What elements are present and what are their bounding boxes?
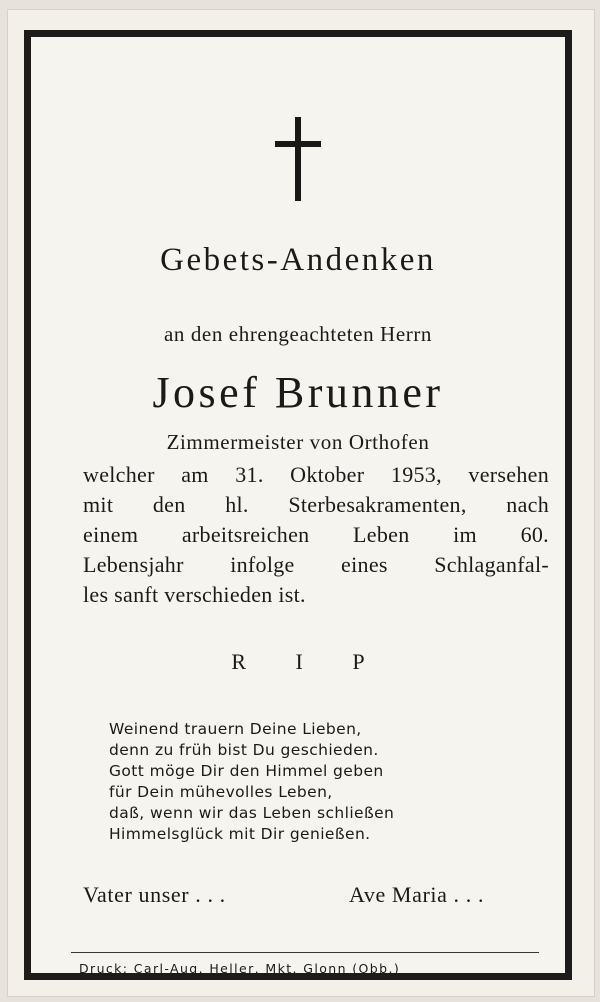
verse-line: Weinend trauern Deine Lieben, (109, 720, 362, 738)
notice-line: mit den hl. Sterbesakramenten, nach (83, 492, 549, 517)
prayer-vater-unser: Vater unser . . . (83, 882, 226, 907)
intro-line: an den ehrengeachteten Herrn (163, 322, 433, 346)
notice-line: les sanft verschieden ist. (83, 582, 306, 607)
prayer-ave-maria: Ave Maria . . . (349, 882, 485, 907)
black-mourning-border (24, 30, 572, 980)
card-title: Gebets-Andenken (160, 242, 436, 278)
verse-line: für Dein mühevolles Leben, (109, 783, 333, 801)
notice-line: welcher am 31. Oktober 1953, versehen (83, 462, 549, 487)
printer-credit: Druck: Carl-Aug. Heller, Mkt. Glonn (Obb.) (79, 961, 401, 976)
cross-icon (275, 117, 321, 201)
death-notice-text (83, 460, 549, 610)
memorial-verse (109, 719, 394, 845)
occupation-line: Zimmermeister von Orthofen (166, 430, 430, 454)
verse-line: Himmelsglück mit Dir genießen. (109, 825, 371, 843)
notice-line: Lebensjahr infolge eines Schlaganfal- (83, 552, 549, 577)
verse-line: daß, wenn wir das Leben schließen (109, 804, 395, 822)
divider (71, 952, 539, 953)
verse-line: Gott möge Dir den Himmel geben (109, 762, 384, 780)
notice-line: einem arbeitsreichen Leben im 60. (83, 522, 549, 547)
verse-line: denn zu früh bist Du geschieden. (109, 741, 379, 759)
deceased-name: Josef Brunner (152, 368, 444, 417)
memorial-card (8, 10, 594, 996)
rip-text: R I P (231, 649, 387, 674)
